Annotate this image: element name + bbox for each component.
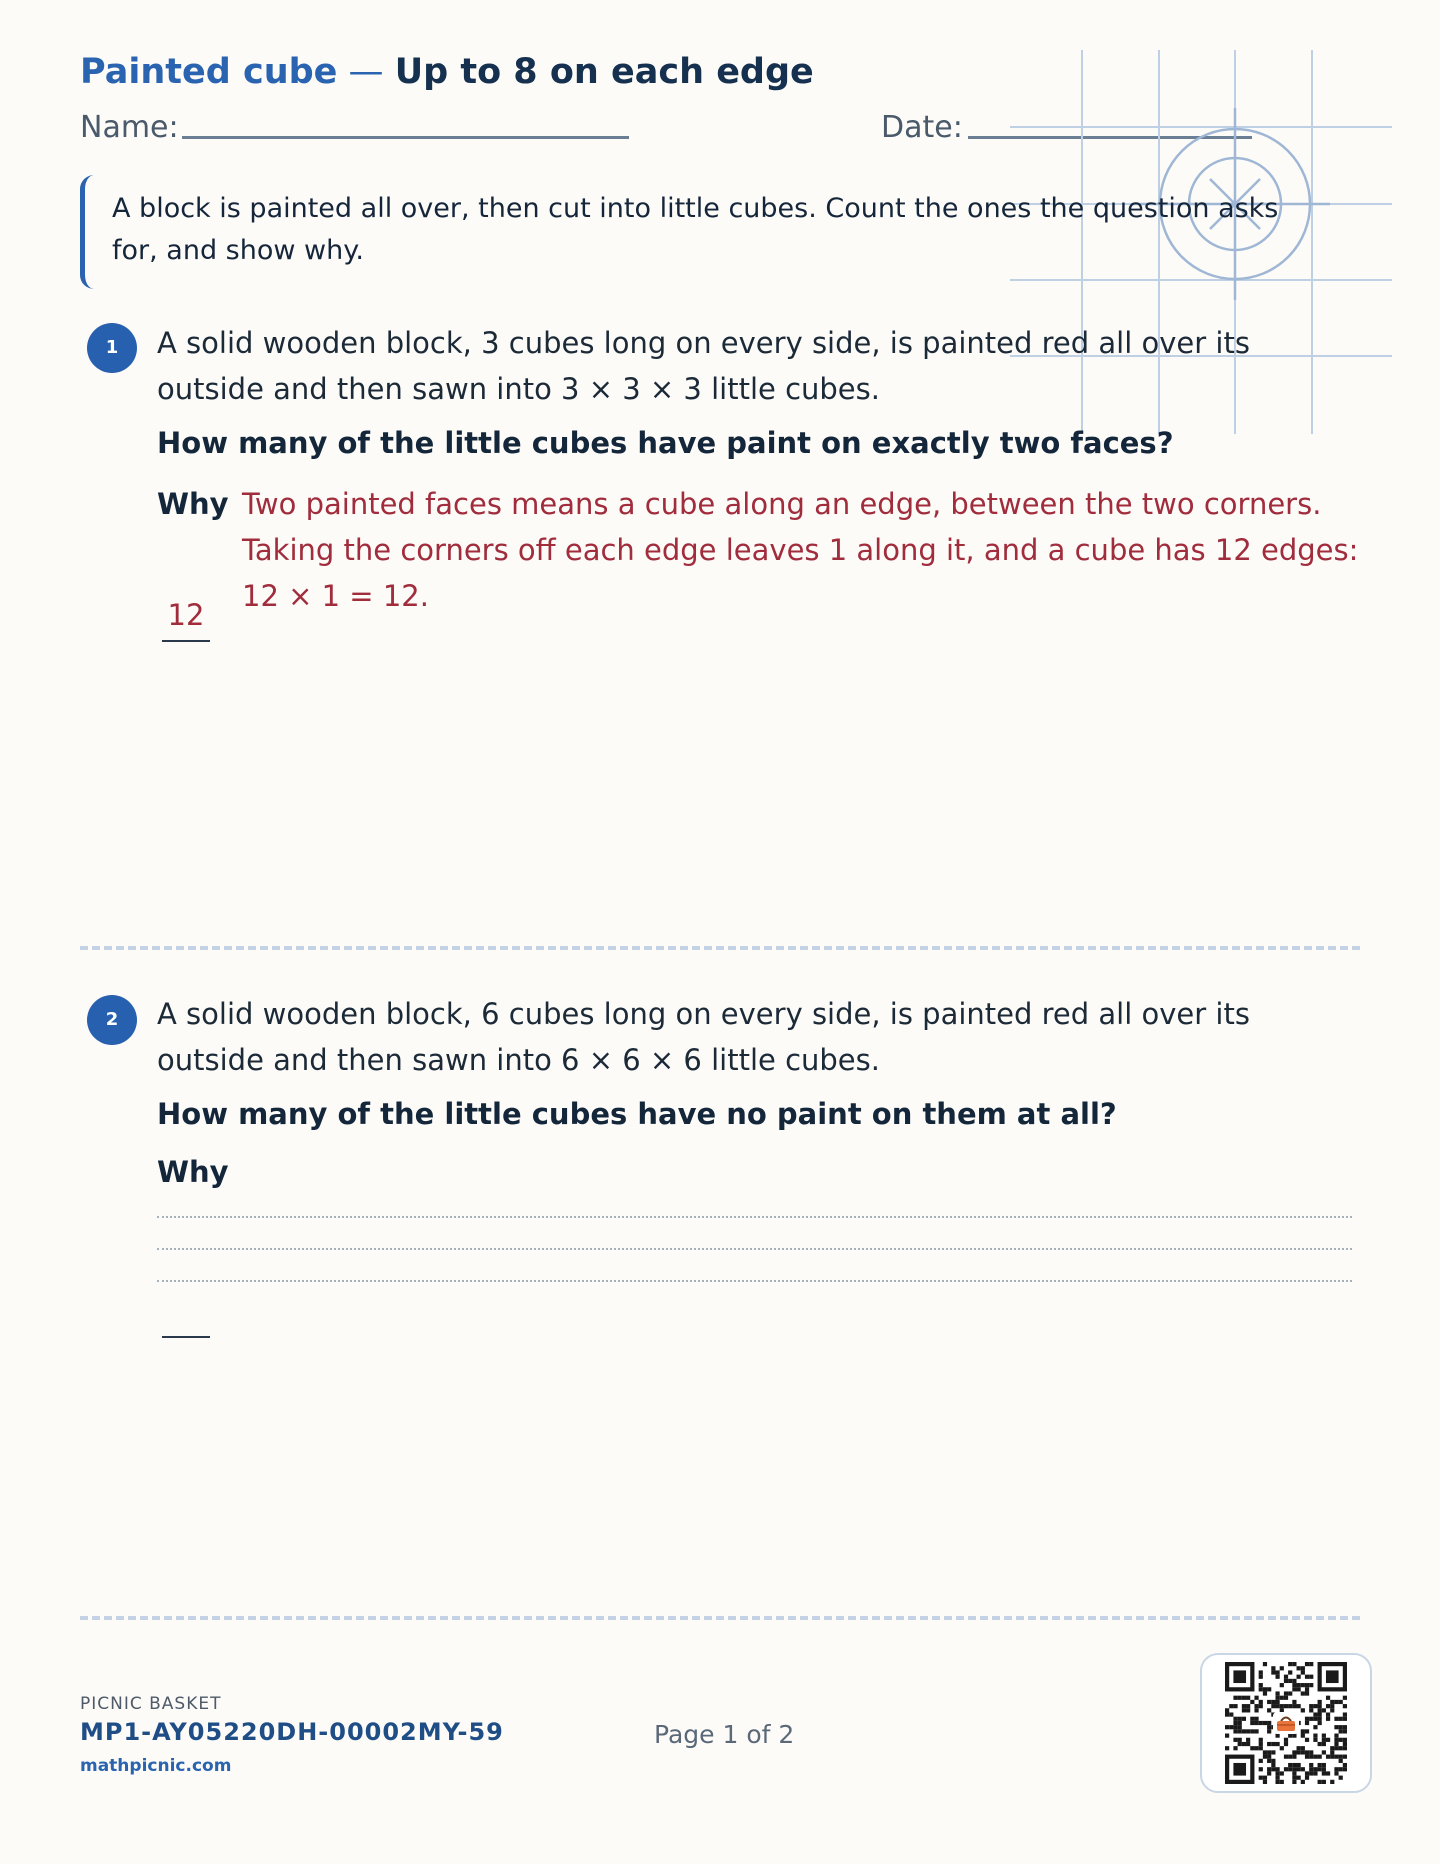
question-text: A solid wooden block, 3 cubes long on every side, is painted red all over its outside and then sawn into 3 × 3 × 3 little cubes. [157, 326, 1250, 406]
page-indicator [654, 1720, 794, 1749]
name-label: Name: [80, 110, 179, 145]
section-divider [80, 946, 1360, 950]
page-label: Page [654, 1720, 715, 1749]
section-divider [80, 1616, 1360, 1620]
answer-value: 12 [167, 598, 205, 632]
basket-icon [1273, 1712, 1299, 1734]
date-label: Date: [881, 110, 963, 145]
title-main: Painted cube [80, 52, 338, 92]
why-label: Why [157, 487, 229, 521]
answer-blank[interactable] [162, 1336, 210, 1338]
question-text: A solid wooden block, 6 cubes long on every side, is painted red all over its outside and then sawn into 6 × 6 × 6 little cubes. [157, 997, 1250, 1077]
name-field[interactable] [182, 136, 629, 139]
why-label: Why [157, 1155, 229, 1189]
page-current: 1 [722, 1720, 739, 1749]
why-writing-line[interactable] [157, 1280, 1352, 1282]
qr-code-card [1200, 1653, 1372, 1793]
instructions-text: A block is painted all over, then cut into little cubes. Count the ones the question asks for, and show why. [112, 193, 1279, 266]
why-writing-line[interactable] [157, 1216, 1352, 1218]
page-of: of [746, 1720, 771, 1749]
title-separator: — [337, 52, 395, 92]
instructions-accent-bar [80, 175, 97, 289]
why-answer: Two painted faces means a cube along an edge, between the two corners. Taking the corners off each edge leaves 1 along it, and a cube has 12 edges: 12 × 1 = 12. [242, 487, 1359, 613]
brand-label: PICNIC BASKET [80, 1694, 222, 1714]
answer-blank[interactable] [162, 640, 210, 642]
worksheet-code: MP1-AY05220DH-00002MY-59 [80, 1718, 504, 1746]
question-number-badge: 2 [87, 995, 137, 1045]
worksheet-title [80, 50, 814, 94]
title-subtitle: Up to 8 on each edge [394, 52, 814, 92]
question-prompt: How many of the little cubes have paint on exactly two faces? [157, 426, 1174, 460]
question-prompt: How many of the little cubes have no paint on them at all? [157, 1097, 1117, 1131]
question-number-badge: 1 [87, 323, 137, 373]
page-total: 2 [778, 1720, 795, 1749]
site-link[interactable]: mathpicnic.com [80, 1756, 232, 1776]
why-writing-line[interactable] [157, 1248, 1352, 1250]
